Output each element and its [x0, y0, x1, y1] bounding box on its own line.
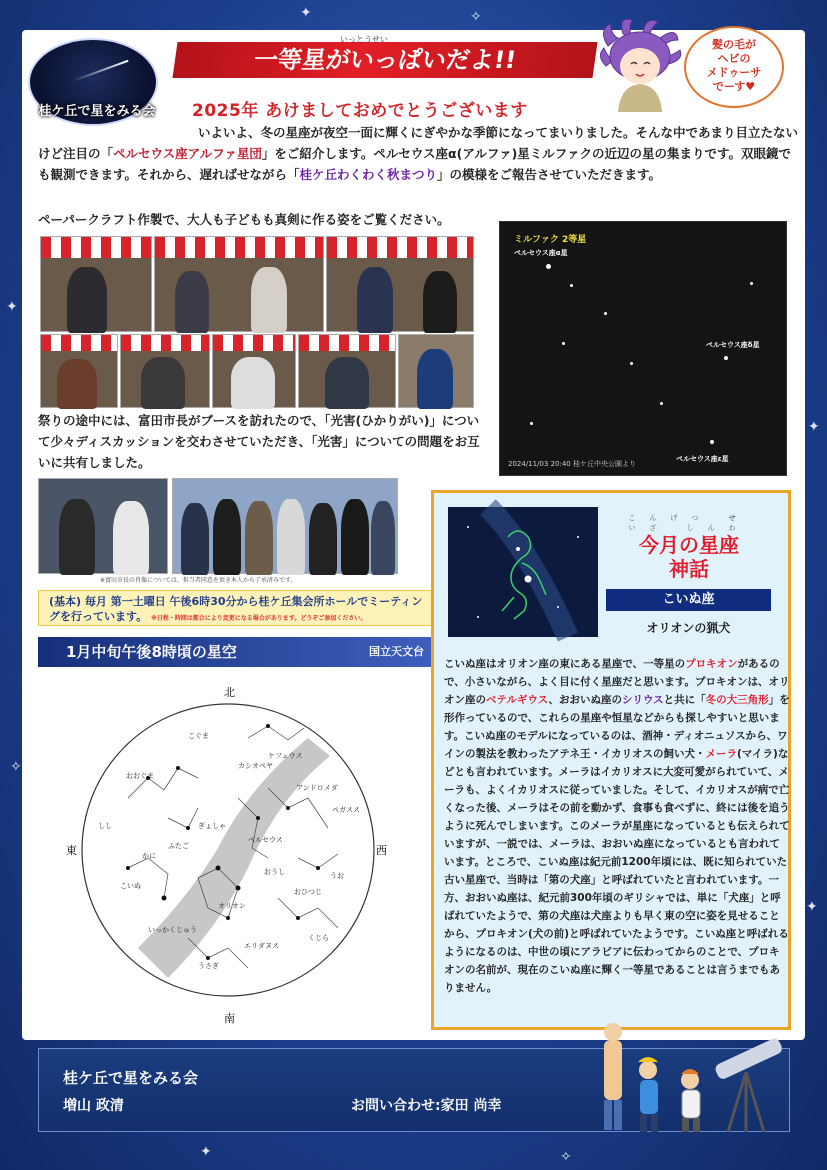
festival-photo	[398, 334, 474, 408]
constellation-label: うお	[330, 872, 344, 880]
mirfak-label: ミルファク 2等星	[514, 235, 587, 245]
star-point	[750, 282, 753, 285]
photo-date: 2024/11/03 20:40 桂ケ丘中央公園より	[508, 460, 636, 468]
bubble-line: ヘビの	[717, 52, 751, 65]
constellation-subtitle: オリオンの猟犬	[646, 621, 731, 635]
constellation-label: カシオペヤ	[238, 762, 273, 770]
constellation-label: ペガスス	[332, 806, 360, 814]
sparkle-icon: ✦	[806, 899, 818, 915]
alpha-label: ペルセウス座α星	[514, 249, 568, 257]
star-point	[660, 402, 663, 405]
constellation-myth-box	[431, 490, 791, 1030]
heading-line1: 今月の星座	[639, 533, 739, 557]
festival-photo	[40, 236, 152, 332]
sparkle-icon: ✦	[300, 5, 312, 21]
bubble-line: 髪の毛が	[712, 38, 756, 51]
epsilon-label: ペルセウス座ε星	[676, 455, 729, 463]
intro-text: 」の模様をご報告させていただきます。	[437, 167, 662, 182]
meeting-note: ※日程・時間は都合により変更になる場合があります。どうぞご参加ください。	[150, 615, 367, 622]
meeting-notice	[38, 590, 436, 626]
sparkle-icon: ✧	[560, 1149, 572, 1165]
page-title: 一等星がいっぱいだよ!!	[172, 42, 597, 78]
footer-contact: お問い合わせ:家田 尚幸	[351, 1098, 502, 1114]
highlight-cluster: ペルセウス座アルファ星団	[113, 146, 262, 161]
star-point	[724, 356, 728, 360]
intro-paragraph	[38, 122, 798, 185]
bubble-line: メドゥーサ	[706, 66, 762, 79]
constellation-label: くじら	[308, 934, 329, 942]
constellation-label: ぎょしゃ	[198, 822, 226, 830]
title-ruby: いっとうせい	[340, 35, 388, 44]
constellation-label: いっかくじゅう	[148, 926, 197, 934]
constellation-label: ケフェウス	[268, 752, 303, 760]
mayor-visit-text: 祭りの途中には、富田市長がブースを訪れたので、「光害(ひかりがい)」について少々ディスカッションを交わさせていただき、「光害」についての問題をお互いに共有しました。	[38, 413, 480, 470]
speech-bubble	[684, 26, 784, 108]
festival-photo	[40, 334, 118, 408]
constellation-label: おおぐま	[126, 772, 154, 780]
medusa-character-icon	[598, 16, 684, 112]
star-point	[530, 422, 533, 425]
intro-text: 」をご紹介します。ペルセウス座α(アルファ)星ミルファクの近辺の星の集まりです。双眼鏡でも観測できます。それから、遅ればせながら「	[38, 146, 792, 182]
highlight-festival: 桂ケ丘わくわく秋まつり	[299, 167, 438, 182]
footer-club-name: 桂ケ丘で星をみる会	[63, 1069, 199, 1087]
south-label: 南	[224, 1012, 235, 1025]
constellation-heading	[624, 513, 754, 581]
west-label: 西	[376, 844, 387, 857]
constellation-label: アンドロメダ	[296, 784, 338, 792]
star-point	[710, 440, 714, 444]
stargazing-kids-illustration	[596, 1022, 786, 1134]
group-photo	[172, 478, 398, 574]
constellation-story: こいぬ座はオリオン座の東にある星座で、一等星のプロキオンがあるので、小さいながら、よく目に付く星座だと思います。プロキオンは、オリオン座のベテルギウス、おおいぬ座のシリウスと共に「冬の大三角形」を形作っているので、これらの星座や恒星などからも探しやすいと思います。こいぬ座のモデルになっているのは、酒神・ディオニュソスから、ワインの製法を教わったアテネ王・イカリオスの飼い犬・メーラ(マイラ)などとも言われています。メーラはイカリオスに大変可愛がられていて、メーラも、よくイカリオスに従っていました。そして、イカリオスが病で亡くなった後、メーラはその前を動かず、食事も食べずに、終には後を追うように死んでしまいます。このメーラが星座になっているとも伝えられていますが、一説では、メーラは、おおいぬ座になっているとも言われています。ところで、こいぬ座は紀元前1200年頃には、既に知られていた古い星座で、当時は「第の犬座」と呼ばれていたと言われています。一方、おおいぬ座は、紀元前300年頃のギリシャでは、単に「犬座」と呼ばれていたようで、第の犬座は犬座よりも早く東の空に姿を見せることから、プロキオン(犬の前)と呼ばれていたようです。こいぬ座と呼ばれるようになるのは、中世の頃にアラビアに伝わってからのことで、プロキオンの名前が、現在のこいぬ座に輝く一等星であることは言うまでもありません。	[444, 658, 790, 994]
papercraft-caption: ペーパークラフト作製で、大人も子どもも真剣に作る姿をご覧ください。	[38, 212, 450, 227]
festival-photo	[298, 334, 396, 408]
star-point	[570, 284, 573, 287]
east-label: 東	[66, 844, 77, 857]
sparkle-icon: ✧	[470, 9, 482, 25]
constellation-name: こいぬ座	[606, 589, 771, 611]
star-point	[630, 362, 633, 365]
delta-label: ペルセウス座δ星	[706, 341, 760, 349]
constellation-label: ペルセウス	[248, 836, 283, 844]
star-point	[546, 264, 551, 269]
bubble-line: でーす♥	[712, 80, 756, 93]
north-label: 北	[224, 686, 235, 699]
club-label: 桂ケ丘で星をみる会	[38, 104, 156, 119]
perseus-night-photo	[499, 221, 787, 476]
constellation-label: かに	[142, 852, 156, 860]
festival-photo	[120, 334, 210, 408]
footer-representative: 増山 政清	[63, 1098, 124, 1114]
photo-note: ※富田市長の肖像については、担当者同意を頂き本人から了承済みです。	[100, 577, 297, 584]
heading-ruby: こんげつ せいざ しんわ	[628, 514, 750, 532]
constellation-label: おうし	[264, 868, 285, 876]
meeting-text: (基本) 毎月 第一土曜日 午後6時30分から桂ケ丘集会所ホールでミーティングを行っています。	[49, 595, 423, 623]
constellation-label: ふたご	[168, 842, 189, 850]
star-map-heading	[38, 637, 438, 667]
star-point	[604, 312, 607, 315]
constellation-label: おひつじ	[294, 888, 322, 896]
sparkle-icon: ✦	[200, 1144, 212, 1160]
star-map	[68, 678, 388, 1028]
star-map-title: 1月中旬午後8時頃の星空	[66, 643, 237, 661]
intro-text: いよいよ、冬の星座が夜空一面に輝くにぎやかな季節になってまいりました。そんな中であまり目立たないけど注目の「	[38, 125, 799, 161]
mayor-photo	[38, 478, 168, 574]
constellation-label: うさぎ	[198, 962, 219, 970]
sparkle-icon: ✦	[6, 299, 18, 315]
festival-photo	[212, 334, 296, 408]
constellation-label: こぐま	[188, 732, 209, 740]
constellation-label: こいぬ	[120, 882, 141, 890]
star-point	[562, 342, 565, 345]
constellation-label: オリオン	[218, 902, 246, 910]
constellation-label: エリダヌス	[244, 942, 279, 950]
constellation-label: しし	[98, 822, 112, 830]
sparkle-icon: ✧	[10, 759, 22, 775]
sparkle-icon: ✦	[808, 419, 820, 435]
festival-photo	[154, 236, 324, 332]
star-map-source: 国立天文台	[369, 645, 424, 658]
canis-minor-illustration	[448, 507, 598, 637]
heading-line2: 神話	[669, 557, 709, 581]
newyear-greeting: 2025年 あけましておめでとうございます	[192, 101, 528, 121]
festival-photo	[326, 236, 474, 332]
